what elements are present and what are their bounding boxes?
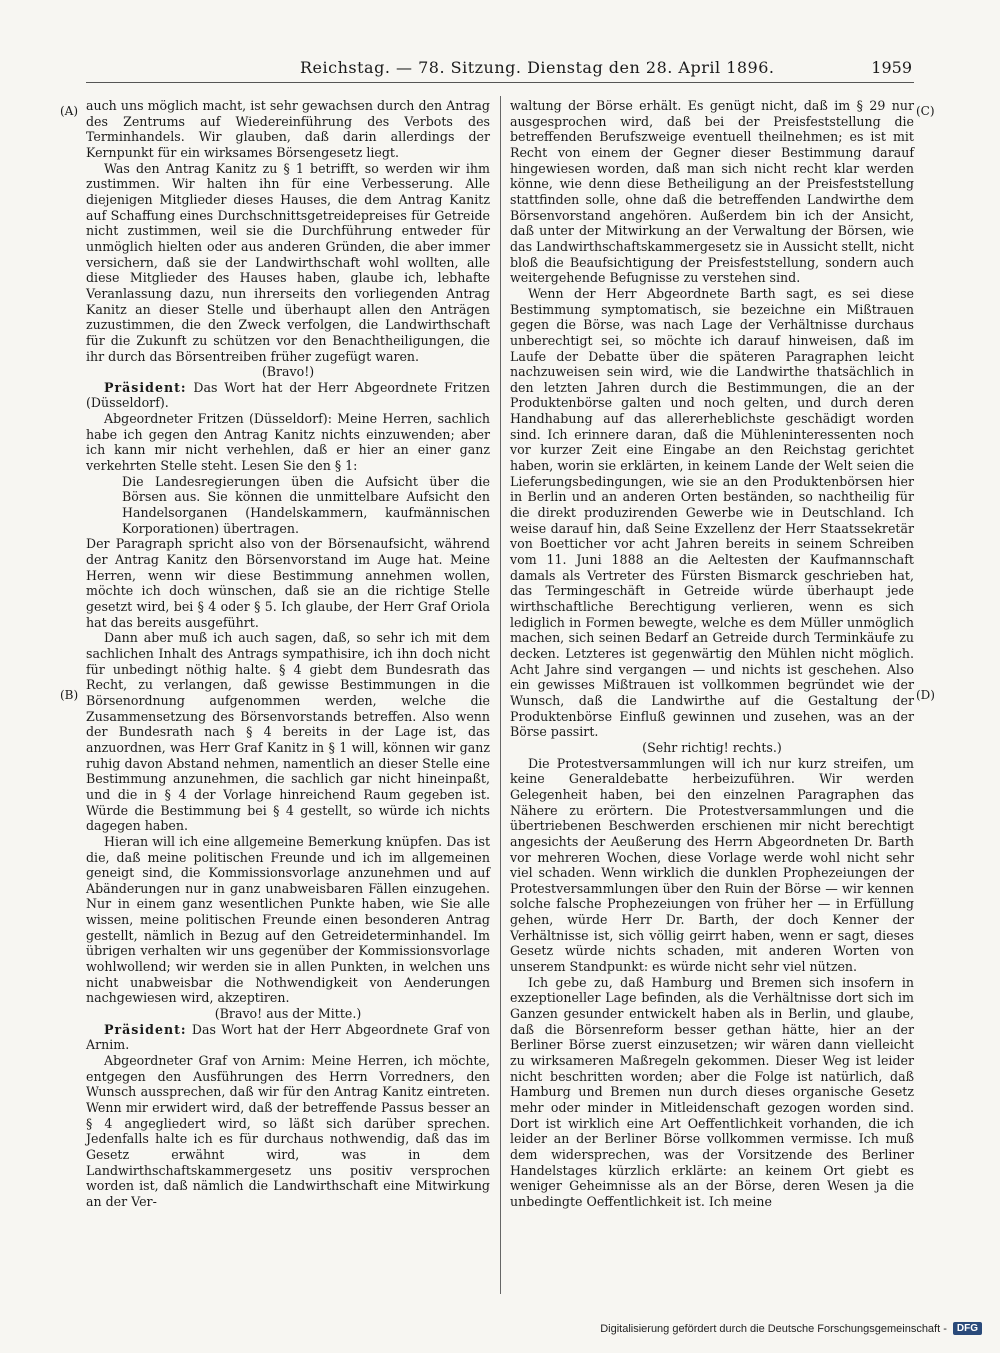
paragraph-text: Abgeordneter Fritzen (Düsseldorf): Meine Herren, sachlich habe ich gegen den Antrag Kanitz nichts einzuwenden; aber ich kann mir nicht verhehlen, daß er hier an einer ganz verkehrten Stelle steht. Lesen Sie den § 1: <box>86 411 490 474</box>
paragraph-text: Ich gebe zu, daß Hamburg und Bremen sich insofern in exzeptioneller Lage befinden, als die Verhältnisse dort sich im Ganzen gesunder entwickelt haben als in Berlin, und glaube, daß die Börsenreform besser gethan hätte, hier an der Berliner Börse zuerst einzusetzen; wir wären dann vielleicht zu wirksameren Maßregeln gekommen. Dieser Weg ist leider nicht beschritten worden; aber die Folge ist natürlich, daß Hamburg und Bremen nun durch dieses organische Gesetz mehr oder minder in Mitleidenschaft gezogen worden sind. Dort ist wirklich eine Art Oeffentlichkeit vorhanden, die ich leider an der Berliner Börse vollkommen vermisse. Ich muß dem widersprechen, was der Vorsitzende des Berliner Handelstages kürzlich erklärte: an keinem Ort giebt es weniger Geheimnisse als an der Börse, deren Wesen ja die unbedingte Oeffentlichkeit ist. Ich meine <box>510 974 914 1209</box>
footer <box>600 1322 982 1335</box>
paragraph-text: Hieran will ich eine allgemeine Bemerkung knüpfen. Das ist die, daß meine politischen Freunde und ich im allgemeinen geneigt sind, die Kommissionsvorlage anzunehmen und auf Abänderungen nur in ganz unabweisbaren Fällen einzugehen. Nur in einem ganz wesentlichen Punkte haben, wie Sie alle wissen, meine politischen Freunde einen besonderen Antrag gestellt, nämlich in Bezug auf den Getreideterminhandel. Im übrigen verhalten wir uns gegenüber der Kommissionsvorlage wohlwollend; wir werden sie in allen Punkten, in welchen uns nicht unabweisbar die Nothwendigkeit von Aenderungen nachgewiesen wird, akzeptiren. <box>86 833 490 1006</box>
paragraph <box>86 161 490 365</box>
header-rule <box>86 82 914 83</box>
paragraph <box>510 975 914 1210</box>
footer-credit: Digitalisierung gefördert durch die Deutsche Forschungsgemeinschaft - <box>600 1322 947 1335</box>
paragraph <box>510 286 914 740</box>
paragraph-text: waltung der Börse erhält. Es genügt nicht, daß im § 29 nur ausgesprochen wird, daß bei der Preisfeststellung die betreffenden Berufszweige eventuell theilnehmen; es ist mit Recht von einem der Gegner dieser Bestimmung darauf hingewiesen worden, daß man sich nicht recht klar werden könne, wie denn diese Betheiligung an der Preisfeststellung stattfinden solle, ohne daß die betreffenden Landwirthe dem Börsenvorstand angehören. Außerdem bin ich der Ansicht, daß unter der Mitwirkung an der Verwaltung der Börsen, wie das Landwirthschaftskammergesetz sie in Aussicht stellt, nicht bloß die Beaufsichtigung der Preisfeststellung, sondern auch weitergehende Befugnisse zu verstehen sind. <box>510 98 914 286</box>
margin-marker-c: (C) <box>916 104 935 118</box>
margin-marker-d: (D) <box>916 688 935 702</box>
paragraph <box>86 98 490 161</box>
paragraph <box>510 740 914 756</box>
paragraph-text: Der Paragraph spricht also von der Börsenaufsicht, während der Antrag Kanitz den Börsenvorstand im Auge hat. Meine Herren, wenn wir diese Bestimmung annehmen wollen, möchte ich doch wünschen, daß sie an die richtige Stelle gesetzt wird, bei § 4 oder § 5. Ich glaube, der Herr Graf Oriola hat das bereits ausgeführt. <box>86 536 490 630</box>
paragraph <box>86 1006 490 1022</box>
paragraph-text: auch uns möglich macht, ist sehr gewachsen durch den Antrag des Zentrums auf Wiedereinführung des Verbots des Terminhandels. Wir glauben, daß darin allerdings der Kernpunkt für ein wirksames Börsengesetz liegt. <box>86 98 490 160</box>
margin-marker-b: (B) <box>60 688 79 702</box>
paragraph <box>510 756 914 975</box>
paragraph <box>86 630 490 834</box>
paragraph-text: (Bravo! aus der Mitte.) <box>214 1006 362 1022</box>
paragraph <box>122 474 490 537</box>
dfg-logo: DFG <box>953 1322 982 1335</box>
paragraph <box>86 1022 490 1053</box>
paragraph-text: Wenn der Herr Abgeordnete Barth sagt, es sei diese Bestimmung symptomatisch, sie bezeichne ein Mißtrauen gegen die Börse, was nach Lage der Verhältnisse durchaus unberechtigt sei, so möchte ich darauf hinweisen, daß im Laufe der Debatte über die späteren Paragraphen leicht nachzuweisen sein wird, wie die Landwirthe thatsächlich in den letzten Jahren durch die Bestimmungen, die an der Produktenbörse galten und noch gelten, und durch deren Handhabung auf das allererheblichste geschädigt worden sind. Ich erinnere daran, daß die Mühleninteressenten noch vor kurzer Zeit eine Eingabe an den Reichstag gerichtet haben, worin sie erklärten, in keinem Lande der Welt seien die Lieferungsbedingungen, wie sie an den Produktenbörsen hier in Berlin und an anderen Orten beständen, so nachtheilig für die direkt produzirenden Gewerbe wie in Deutschland. Ich weise darauf hin, daß Seine Exzellenz der Herr Staatssekretär von Boetticher vor acht Jahren bereits in seinem Schreiben vom 11. Juni 1888 an die Aeltesten der Kaufmannschaft damals als Vertreter des Fürsten Bismarck geschrieben hat, das Termingeschäft in Getreide würde überhaupt jede wirthschaftliche Berechtigung verlieren, wenn es sich lediglich in Formen bewegte, welche es dem Müller unmöglich machen, sich seinen Bedarf an Getreide durch Terminkäufe zu decken. Letzteres ist gegenwärtig den Mühlen nicht möglich. Acht Jahre sind vergangen — und nichts ist geschehen. Also ein gewisses Mißtrauen ist vollkommen begründet wie der Wunsch, daß die Landwirthe auf die Gestaltung der Produktenbörse Einfluß gewinnen und zusehen, was an der Börse passirt. <box>510 285 914 740</box>
paragraph-text: Das Wort hat der Herr Abgeordnete Fritzen (Düsseldorf). <box>86 379 490 411</box>
column-divider <box>500 96 501 1294</box>
paragraph <box>86 411 490 474</box>
page-number: 1959 <box>871 58 912 77</box>
paragraph-text: (Sehr richtig! rechts.) <box>642 739 782 755</box>
paragraph-text: Die Landesregierungen üben die Aufsicht über die Börsen aus. Sie können die unmittelbare Aufsicht den Handelsorganen (Handelskammern, kaufmännischen Korporationen) übertragen. <box>122 473 490 536</box>
header-title: Reichstag. — 78. Sitzung. Dienstag den 28. April 1896. <box>300 58 775 77</box>
paragraph-text: (Bravo!) <box>261 364 315 380</box>
paragraph <box>510 98 914 286</box>
paragraph <box>86 1053 490 1210</box>
speaker-label: Präsident: <box>104 1021 187 1037</box>
right-column <box>510 98 914 1210</box>
margin-marker-a: (A) <box>60 104 79 118</box>
speaker-label: Präsident: <box>104 379 187 395</box>
paragraph <box>86 834 490 1006</box>
paragraph <box>86 536 490 630</box>
page-header <box>0 58 1000 82</box>
paragraph <box>86 380 490 411</box>
paragraph-text: Die Protestversammlungen will ich nur kurz streifen, um keine Generaldebatte herbeizuführen. Wir werden Gelegenheit haben, bei den einzelnen Paragraphen das Nähere zu erörtern. Die Protestversammlungen und die übertriebenen Beschwerden erschienen mir nicht berechtigt angesichts der Aeußerung des Herrn Abgeordneten Dr. Barth vor mehreren Wochen, diese Vorlage werde wohl nicht sehr viel schaden. Wenn wirklich die dunklen Prophezeiungen der Protestversammlungen über den Ruin der Börse — wir kennen solche falsche Prophezeiungen von früher her — in Erfüllung gehen, würde Herr Dr. Barth, der doch Kenner der Verhältnisse ist, sich völlig geirrt haben, wenn er sagt, dieses Gesetz würde nichts schaden, mit anderen Worten von unserem Standpunkt: es würde nicht sehr viel nützen. <box>510 755 914 975</box>
paragraph-text: Dann aber muß ich auch sagen, daß, so sehr ich mit dem sachlichen Inhalt des Antrags sympathisire, ich ihn doch nicht für unbedingt nöthig halte. § 4 giebt dem Bundesrath das Recht, zu verlangen, daß gewisse Bestimmungen in die Börsenordnung aufgenommen werden, welche die Zusammensetzung des Börsenvorstands betreffen. Also wenn der Bundesrath nach § 4 bereits in der Lage ist, das anzuordnen, was Herr Graf Kanitz in § 1 will, können wir ganz ruhig davon Abstand nehmen, namentlich an dieser Stelle eine Bestimmung anzunehmen, die sachlich gar nicht hineinpaßt, und die in § 4 der Vorlage hinreichend Raum gegeben ist. Würde die Bestimmung bei § 4 gestellt, so würde ich nichts dagegen haben. <box>86 630 490 834</box>
left-column <box>86 98 490 1210</box>
paragraph-text: Was den Antrag Kanitz zu § 1 betrifft, so werden wir ihm zustimmen. Wir halten ihn für eine Verbesserung. Alle diejenigen Mitglieder dieses Hauses, die dem Antrag Kanitz auf Schaffung eines Durchschnittsgetreidepreises für Getreide nicht zustimmen, weil sie die Durchführung entweder für unmöglich hielten oder aus anderen Gründen, die aber immer versichern, daß sie der Landwirthschaft wohl wollten, alle diese Mitglieder des Hauses haben, glaube ich, lebhafte Veranlassung dazu, nun ihrerseits den vorliegenden Antrag Kanitz an dieser Stelle und überhaupt allen den Anträgen zuzustimmen, die den Zweck verfolgen, die Landwirthschaft für die Zukunft zu schützen vor den Benachtheiligungen, die ihr durch das Börsentreiben früher zugefügt waren. <box>86 160 490 364</box>
paragraph-text: Das Wort hat der Herr Abgeordnete Graf von Arnim. <box>86 1021 490 1053</box>
paragraph <box>86 364 490 380</box>
paragraph-text: Abgeordneter Graf von Arnim: Meine Herren, ich möchte, entgegen den Ausführungen des Herrn Vorredners, den Wunsch aussprechen, daß wir für den Antrag Kanitz eintreten. Wenn mir erwidert wird, daß der betreffende Passus besser an § 4 angegliedert wird, so läßt sich darüber sprechen. Jedenfalls halte ich es für durchaus nothwendig, daß das im Gesetz erwähnt wird, was in dem Landwirthschaftskammergesetz uns positiv versprochen worden ist, daß nämlich die Landwirthschaft eine Mitwirkung an der Ver- <box>86 1053 490 1209</box>
